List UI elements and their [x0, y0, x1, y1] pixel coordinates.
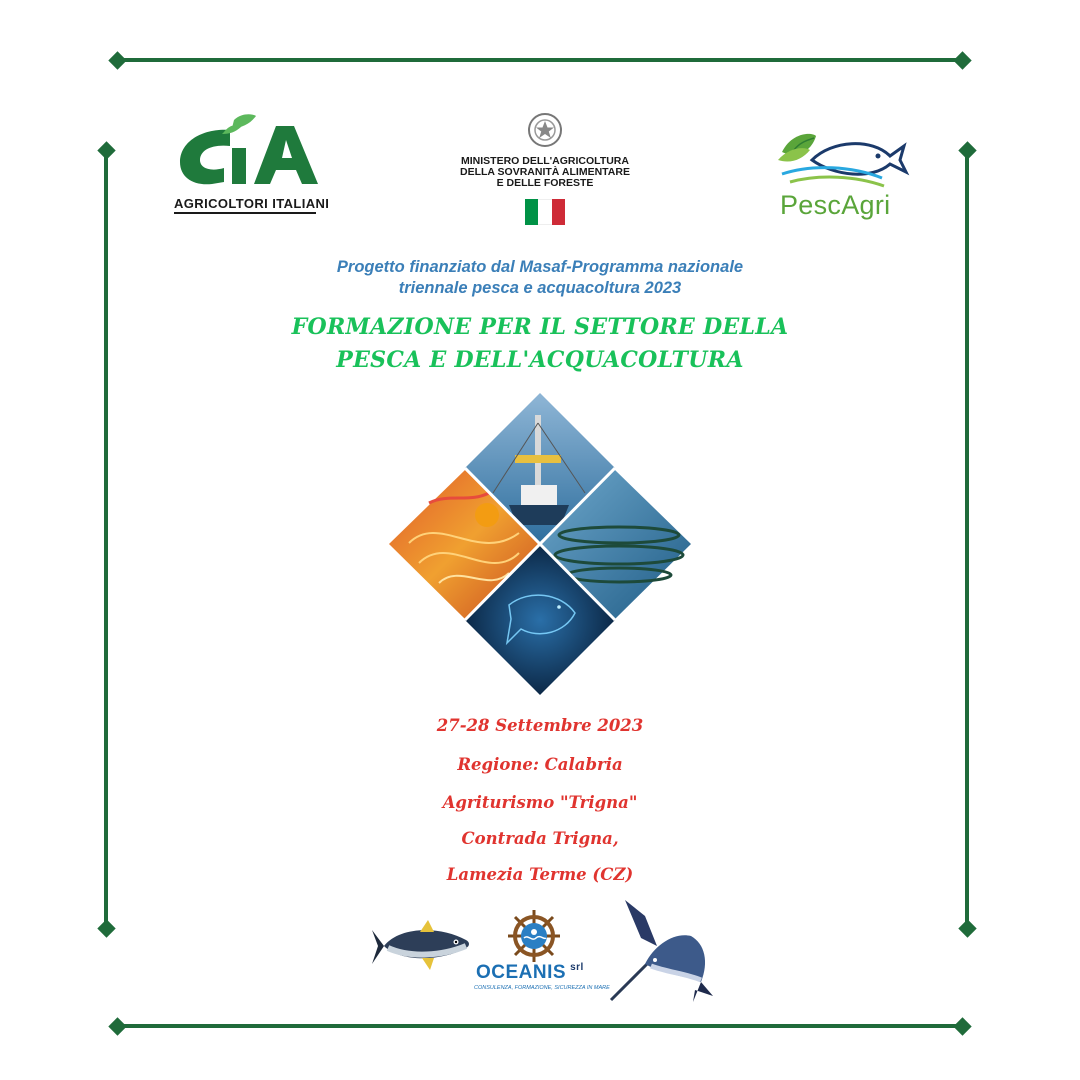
tuna-fish-icon [370, 912, 475, 977]
frame-top-right-diamond [953, 51, 971, 69]
event-address: Contrada Trigna, [461, 829, 619, 848]
ministry-line-2: DELLA SOVRANITÀ ALIMENTARE [460, 166, 630, 178]
pescagri-logo [772, 130, 912, 192]
ship-wheel-icon [506, 908, 562, 964]
italian-flag-icon [525, 199, 565, 225]
funding-line-2: triennale pesca e acquacoltura 2023 [398, 279, 682, 297]
frame-bottom-right-diamond [953, 1017, 971, 1035]
oceanis-tagline: CONSULENZA, FORMAZIONE, SICUREZZA IN MARE [474, 985, 610, 991]
ministry-line-1: MINISTERO DELL'AGRICOLTURA [461, 155, 629, 167]
title-line-2: PESCA E DELL'ACQUACOLTURA [336, 347, 744, 373]
pescagri-logo-text: PescAgri [780, 190, 891, 220]
event-date: 27-28 Settembre 2023 [436, 716, 644, 735]
frame-right-bottom-diamond [958, 919, 976, 937]
frame-right-top-diamond [958, 141, 976, 159]
swordfish-icon [605, 898, 715, 1003]
frame-left-bottom-diamond [97, 919, 115, 937]
event-venue: Agriturismo "Trigna" [442, 793, 638, 812]
frame-left-top-diamond [97, 141, 115, 159]
title-line-1: FORMAZIONE PER IL SETTORE DELLA [291, 314, 789, 340]
frame-bottom-left-diamond [108, 1017, 126, 1035]
frame-top-left-diamond [108, 51, 126, 69]
funding-line-1: Progetto finanziato dal Masaf-Programma nazionale [336, 258, 744, 276]
event-region: Regione: Calabria [457, 755, 623, 774]
fishing-photo-collage [389, 393, 691, 695]
frame-top-line [117, 58, 963, 62]
oceanis-name: OCEANIS [476, 962, 567, 983]
italian-republic-emblem-icon [527, 112, 563, 148]
ministry-name [440, 156, 650, 189]
cia-logo-text: AGRICOLTORI ITALIANI [174, 196, 330, 211]
cia-underline [174, 212, 316, 214]
cia-logo [172, 112, 322, 192]
frame-right-line [965, 150, 969, 930]
oceanis-logo-text [476, 962, 584, 984]
frame-bottom-line [117, 1024, 963, 1028]
oceanis-suffix: srl [570, 962, 584, 973]
ministry-line-3: E DELLE FORESTE [496, 177, 594, 189]
event-city: Lamezia Terme (CZ) [446, 865, 634, 884]
frame-left-line [104, 150, 108, 930]
